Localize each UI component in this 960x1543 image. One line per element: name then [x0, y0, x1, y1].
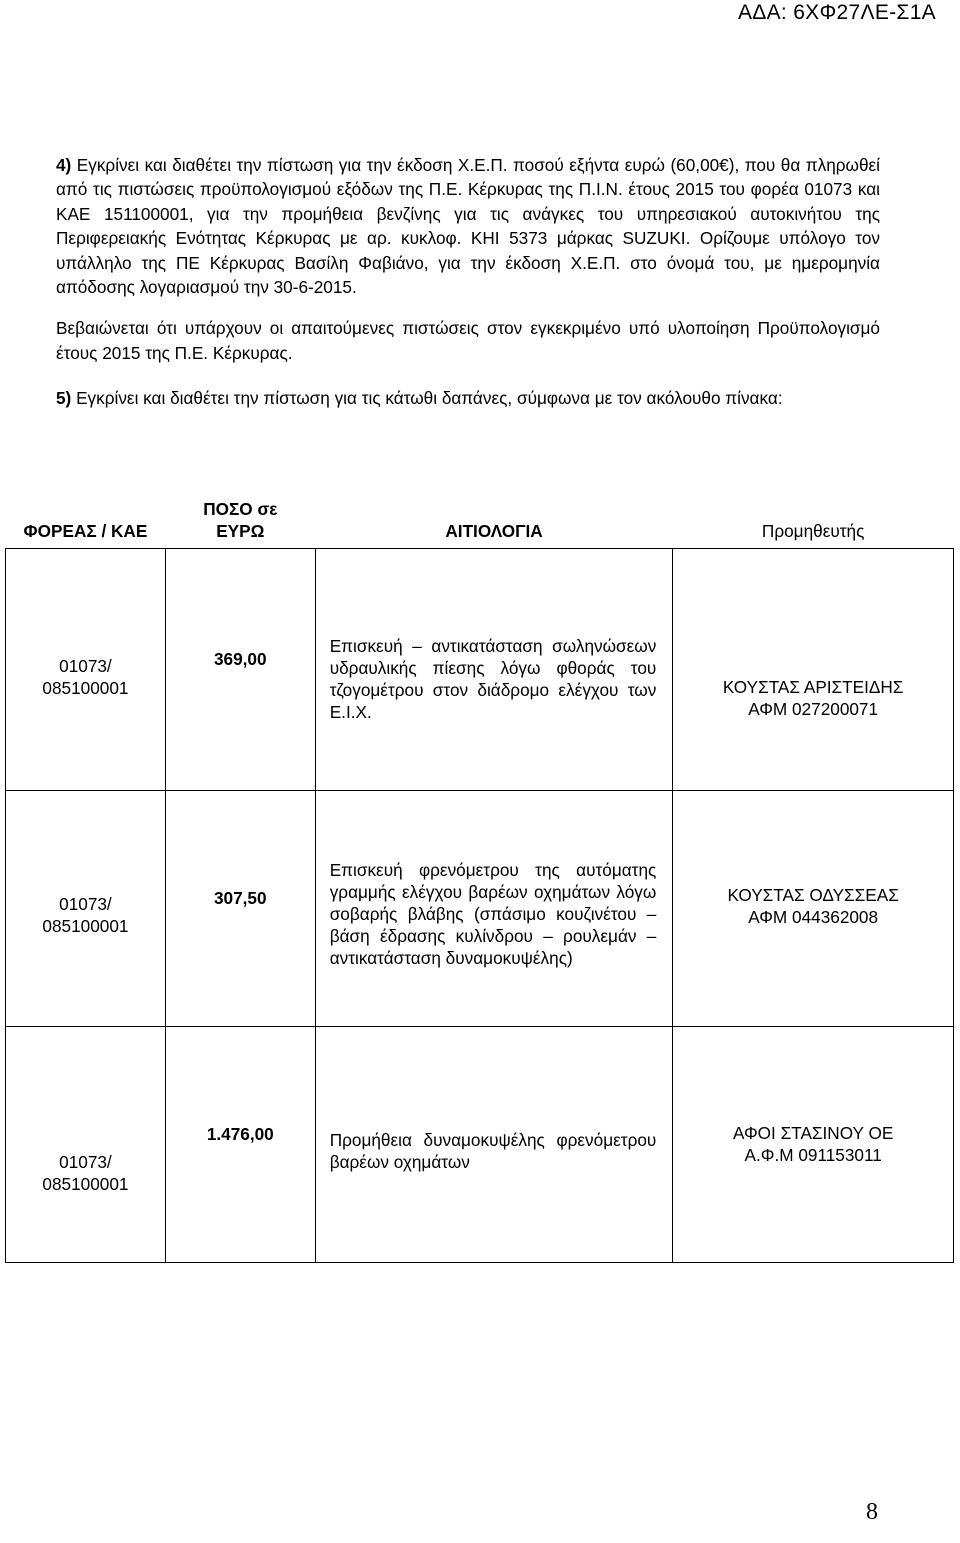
section-4-label: 4) [56, 155, 72, 175]
justification-cell: Επισκευή – αντικατάσταση σωληνώσεων υδραυλικής πίεσης λόγω φθοράς του τζογομέτρου στον διάδρομο ελέγχου των Ε.Ι.Χ. [315, 549, 673, 791]
justification-cell: Προμήθεια δυναμοκυψέλης φρενόμετρου βαρέων οχημάτων [315, 1027, 673, 1263]
expenses-table [5, 498, 954, 1263]
section-5-text: Εγκρίνει και διαθέτει την πίστωση για τις κάτωθι δαπάνες, σύμφωνα με τον ακόλουθο πίνακα: [76, 388, 783, 409]
supplier-afm: ΑΦΜ 044362008 [748, 907, 879, 927]
section-4-paragraph [56, 153, 880, 299]
supplier-afm: ΑΦΜ 027200071 [748, 699, 879, 719]
amount-cell: 369,00 [165, 549, 315, 791]
budget-confirmation: Βεβαιώνεται ότι υπάρχουν οι απαιτούμενες πιστώσεις στον εγκεκριμένο υπό υλοποίηση Προϋπολογισμό έτους 2015 της Π.Ε. Κέρκυρας. [56, 318, 880, 363]
foreas-kae-cell [6, 1027, 166, 1263]
kae-code: 085100001 [42, 1174, 129, 1194]
document-body [56, 153, 880, 411]
header-aitiologia: ΑΙΤΙΟΛΟΓΙΑ [445, 521, 543, 541]
table-header-row [6, 498, 954, 549]
amount-cell: 1.476,00 [165, 1027, 315, 1263]
foreas-code: 01073/ [59, 894, 112, 914]
supplier-afm: Α.Φ.Μ 091153011 [744, 1145, 882, 1165]
header-promitheftis: Προμηθευτής [761, 521, 865, 541]
supplier-cell [673, 791, 954, 1027]
supplier-name: ΑΦΟΙ ΣΤΑΣΙΝΟΥ ΟΕ [733, 1123, 894, 1143]
table-row [6, 549, 954, 791]
section-5-label: 5) [56, 388, 72, 409]
foreas-kae-cell [6, 549, 166, 791]
foreas-kae-cell [6, 791, 166, 1027]
foreas-code: 01073/ [59, 1152, 112, 1172]
kae-code: 085100001 [42, 916, 129, 936]
supplier-name: ΚΟΥΣΤΑΣ ΟΔΥΣΣΕΑΣ [727, 885, 899, 905]
supplier-name: ΚΟΥΣΤΑΣ ΑΡΙΣΤΕΙΔΗΣ [722, 677, 904, 697]
table-row [6, 1027, 954, 1263]
page-number: 8 [866, 1499, 878, 1525]
section-4-text: Εγκρίνει και διαθέτει την πίστωση για την έκδοση Χ.Ε.Π. ποσού εξήντα ευρώ (60,00€), που θα πληρωθεί από τις πιστώσεις προϋπολογισμού εξόδων της Π.Ε. Κέρκυρας της Π.Ι.Ν. έτους 2015 του φορέα 01073 και ΚΑΕ 151100001, για την προμήθεια βενζίνης για τις ανάγκες του υπηρεσιακού αυτοκινήτου της Περιφερειακής Ενότητας Κέρκυρας με αρ. κυκλοφ. ΚΗΙ 5373 μάρκας SUZUKI. Ορίζουμε υπόλογο τον υπάλληλο της ΠΕ Κέρκυρας Βασίλη Φαβιάνο, για την έκδοση Χ.Ε.Π. στο όνομά του, με ημερομηνία απόδοσης λογαριασμού την 30-6-2015. [56, 155, 880, 298]
table-row [6, 791, 954, 1027]
kae-code: 085100001 [42, 678, 129, 698]
header-poso [165, 498, 315, 549]
ada-identifier: ΑΔΑ: 6ΧΦ27ΛΕ-Σ1Α [737, 1, 936, 24]
justification-cell: Επισκευή φρενόμετρου της αυτόματης γραμμής ελέγχου βαρέων οχημάτων λόγω σοβαρής βλάβης (σπάσιμο κουζινέτου – βάση έδρασης κυλίνδρου – ρουλεμάν – αντικατάσταση δυναμοκυψέλης) [315, 791, 673, 1027]
header-foreas: ΦΟΡΕΑΣ / ΚΑΕ [23, 521, 148, 541]
supplier-cell [673, 1027, 954, 1263]
amount-cell: 307,50 [165, 791, 315, 1027]
supplier-cell [673, 549, 954, 791]
section-5-paragraph [56, 386, 880, 410]
foreas-code: 01073/ [59, 656, 112, 676]
header-poso-line2: ΕΥΡΩ [216, 521, 265, 541]
header-poso-line1: ΠΟΣΟ σε [203, 499, 278, 519]
